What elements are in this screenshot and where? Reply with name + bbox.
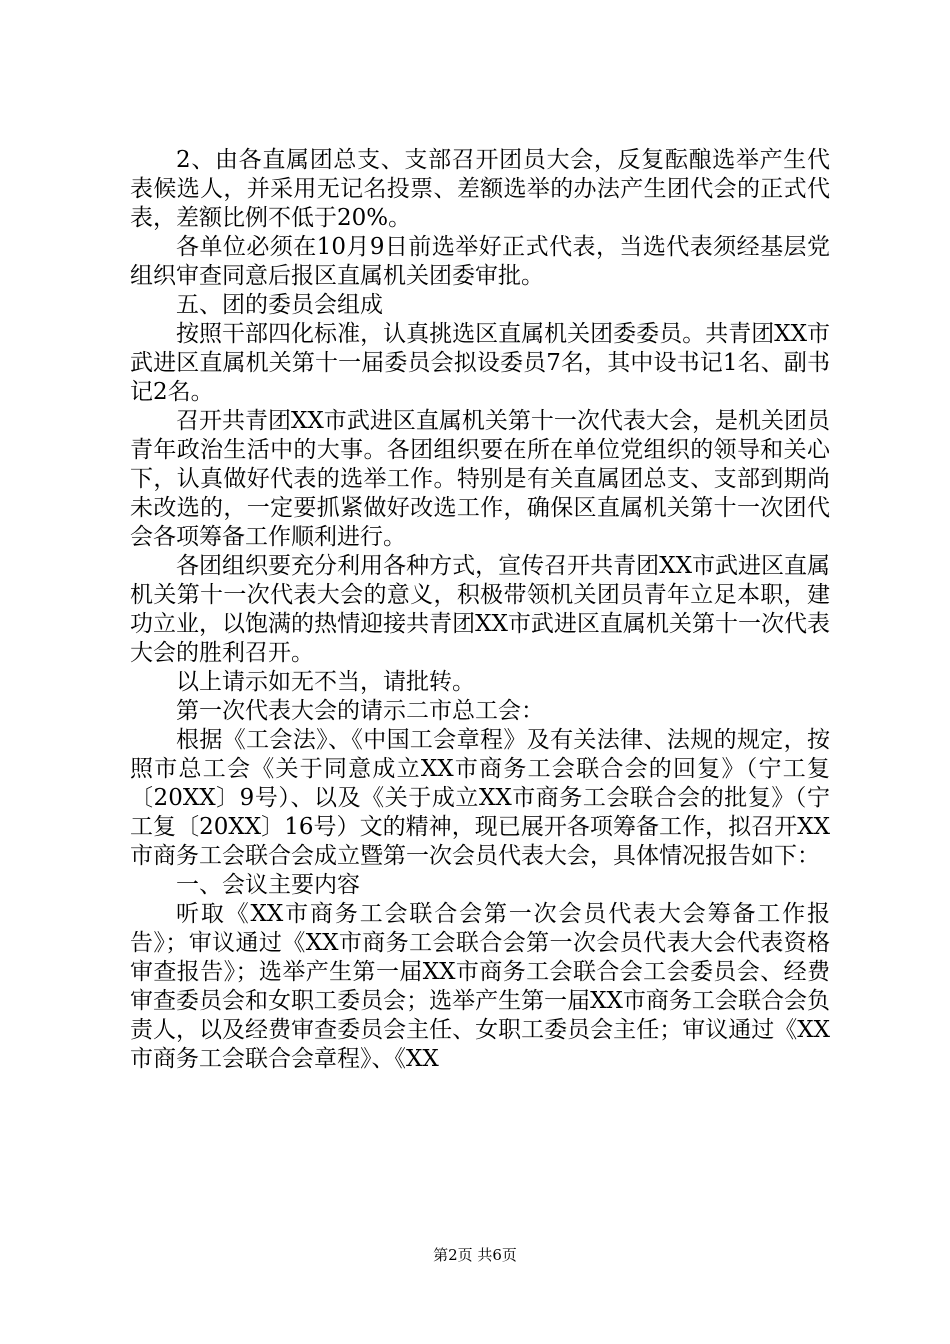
section-heading-meeting-content: 一、会议主要内容 <box>176 872 360 898</box>
paragraph-congress-importance: 召开共青团XX市武进区直属机关第十一次代表大会，是机关团员青年政治生活中的大事。各团组织要在所在单位党组织的领导和关心下，认真做好代表的选举工作。特别是有关直属团总支、支部到期尚未改选的，一定要抓紧做好改选工作，确保区直属机关第十一次团代会各项筹备工作顺利进行。 <box>130 408 830 550</box>
page-footer: 第2页 共6页 <box>433 1246 517 1264</box>
document-body <box>130 146 830 1074</box>
paragraph-legal-basis: 根据《工会法》、《中国工会章程》及有关法律、法规的规定，按照市总工会《关于同意成立XX市商务工会联合会的回复》（宁工复〔20XX〕9号）、以及《关于成立XX市商务工会联合会的批复》（宁工复〔20XX〕16号）文的精神，现已展开各项筹备工作，拟召开XX市商务工会联合会成立暨第一次会员代表大会，具体情况报告如下： <box>130 727 830 869</box>
paragraph-second-request-title: 第一次代表大会的请示二市总工会： <box>176 698 544 724</box>
paragraph-deadline: 各单位必须在10月9日前选举好正式代表，当选代表须经基层党组织审查同意后报区直属机关团委审批。 <box>130 234 830 289</box>
paragraph-meeting-agenda: 听取《XX市商务工会联合会第一次会员代表大会筹备工作报告》；审议通过《XX市商务工会联合会第一次会员代表大会代表资格审查报告》；选举产生第一届XX市商务工会联合会工会委员会、经费审查委员会和女职工委员会；选举产生第一届XX市商务工会联合会负责人，以及经费审查委员会主任、女职工委员会主任；审议通过《XX市商务工会联合会章程》、《XX <box>130 901 830 1072</box>
paragraph-request-closing: 以上请示如无不当，请批转。 <box>176 669 475 695</box>
section-heading-committee: 五、团的委员会组成 <box>176 292 383 318</box>
paragraph-committee-members: 按照干部四化标准，认真挑选区直属机关团委委员。共青团XX市武进区直属机关第十一届委员会拟设委员7名，其中设书记1名、副书记2名。 <box>130 321 830 405</box>
paragraph-election-method: 2、由各直属团总支、支部召开团员大会，反复酝酿选举产生代表候选人，并采用无记名投票、差额选举的办法产生团代会的正式代表，差额比例不低于20%。 <box>130 147 830 231</box>
paragraph-publicity: 各团组织要充分利用各种方式，宣传召开共青团XX市武进区直属机关第十一次代表大会的意义，积极带领机关团员青年立足本职，建功立业，以饱满的热情迎接共青团XX市武进区直属机关第十一次代表大会的胜利召开。 <box>130 553 830 666</box>
